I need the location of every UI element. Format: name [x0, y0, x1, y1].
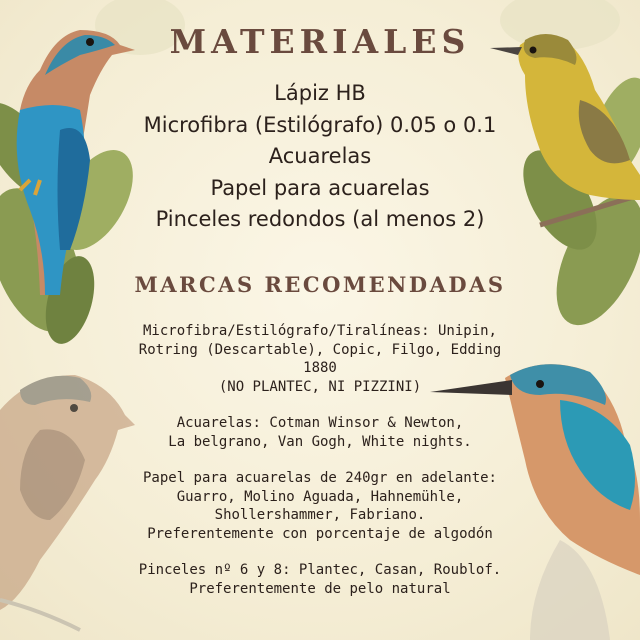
brands-text-line: Microfibra/Estilógrafo/Tiralíneas: Unipin,	[142, 323, 497, 339]
brands-text-line: Guarro, Molino Aguada, Hahnemühle,	[176, 488, 464, 505]
brands-microfibra	[120, 322, 520, 396]
brands-text-line: Preferentemente con porcentaje de algodón	[147, 525, 493, 542]
brands-text-line: Shollershammer, Fabriano.	[214, 507, 426, 523]
list-item: Papel para acuarelas	[210, 175, 430, 200]
brands-pinceles	[120, 561, 520, 598]
brands-text-line: 1880	[303, 360, 337, 376]
brands-acuarelas	[120, 414, 520, 451]
brands-section	[120, 322, 520, 616]
brands-text-line: Rotring (Descartable), Copic, Filgo, Edding	[138, 341, 502, 358]
list-item: Pinceles redondos (al menos 2)	[155, 207, 485, 231]
materials-title: MATERIALES	[169, 22, 471, 61]
list-item: Microfibra (Estilógrafo) 0.05 o 0.1	[143, 112, 497, 137]
brands-papel	[120, 469, 520, 543]
brands-title: MARCAS RECOMENDADAS	[134, 272, 506, 297]
list-item: Acuarelas	[268, 144, 372, 168]
brands-text-line: Preferentemente de pelo natural	[189, 580, 451, 597]
brands-text-line: Papel para acuarelas de 240gr en adelante:	[142, 470, 497, 486]
list-item: Lápiz HB	[274, 81, 366, 105]
sparrow-bird	[0, 375, 135, 630]
materials-list	[110, 78, 530, 236]
brands-text-line: Acuarelas: Cotman Winsor & Newton,	[176, 415, 464, 431]
brands-text-line: (NO PLANTEC, NI PIZZINI)	[218, 378, 422, 395]
brands-text-line: La belgrano, Van Gogh, White nights.	[168, 433, 472, 450]
brands-text-line: Pinceles nº 6 y 8: Plantec, Casan, Roublof.	[138, 562, 502, 578]
